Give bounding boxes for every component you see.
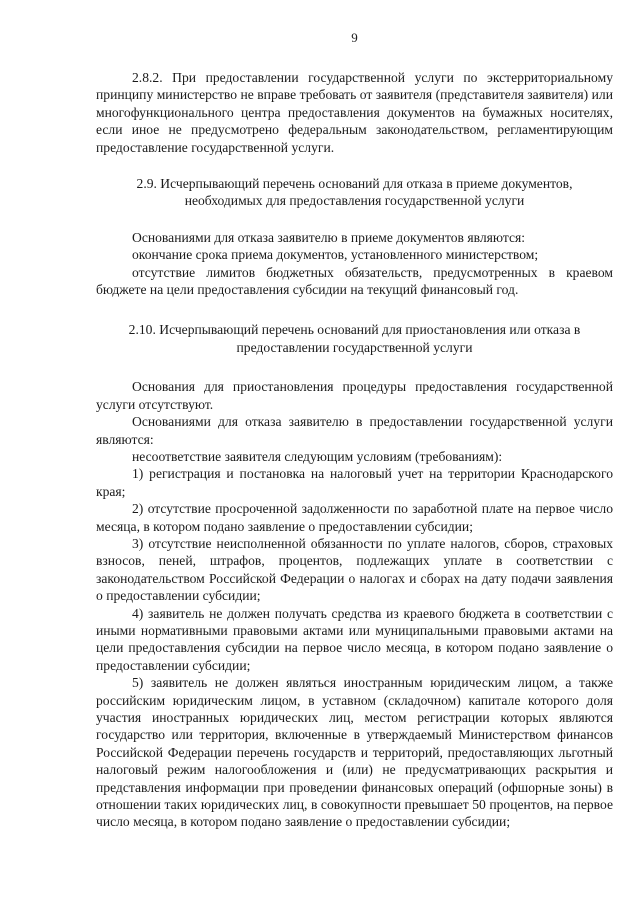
paragraph-2-9-item-2: отсутствие лимитов бюджетных обязательств, предусмотренных в краевом бюджете на цели предоставления субсидии на текущий финансовый год. bbox=[96, 264, 613, 298]
list-item-4: 4) заявитель не должен получать средства из краевого бюджета в соответствии с иными нормативными правовыми актами или муниципальными правовыми актами на цели предоставления субсидии на первое число месяца, в котором подано заявление о предоставлении субсидии; bbox=[96, 605, 613, 673]
list-item-1: 1) регистрация и постановка на налоговый учет на территории Краснодарского края; bbox=[96, 466, 613, 499]
section-heading-2-9: 2.9. Исчерпывающий перечень оснований для отказа в приеме документов, необходимых для предоставления государственной услуги bbox=[136, 176, 573, 209]
paragraph-2-10-nonconformity: несоответствие заявителя следующим условиям (требованиям): bbox=[132, 448, 503, 464]
page-number: 9 bbox=[351, 30, 358, 45]
paragraph-2-10-suspension: Основания для приостановления процедуры предоставления государственной услуги отсутствуют. bbox=[96, 379, 613, 412]
list-item-3: 3) отсутствие неисполненной обязанности по уплате налогов, сборов, страховых взносов, пеней, штрафов, процентов, подлежащих уплате в соответствии с законодательством Российской Федерации о налогах и сборах на дату подачи заявления о предоставлении субсидии; bbox=[96, 535, 613, 604]
list-item-2: 2) отсутствие просроченной задолженности по заработной плате на первое число месяца, в котором подано заявление о предоставлении субсидии; bbox=[96, 501, 613, 534]
paragraph-2-9-item-1: окончание срока приема документов, установленного министерством; bbox=[132, 247, 539, 263]
paragraph-2-10-refusal-grounds: Основаниями для отказа заявителю в предоставлении государственной услуги являются: bbox=[96, 414, 613, 447]
list-item-5: 5) заявитель не должен являться иностранным юридическим лицом, а также российским юридическим лицом, в уставном (складочном) капитале которого доля участия иностранных юридических лиц, местом регистрации которых являются государство или территория, включенные в утверждаемый Министерством финансов Российской Федерации перечень государств и территорий, предоставляющих льготный налоговый режим налогообложения и (или) не предусматривающих раскрытия и представления информации при проведении финансовых операций (офшорные зоны) в отношении таких юридических лиц, в совокупности превышает 50 процентов, на первое число месяца, в котором подано заявление о предоставлении субсидии; bbox=[96, 675, 613, 830]
section-heading-2-10: 2.10. Исчерпывающий перечень оснований для приостановления или отказа в предоставлении государственной услуги bbox=[128, 322, 581, 355]
paragraph-2-8-2: 2.8.2. При предоставлении государственной услуги по экстерриториальному принципу министерство не вправе требовать от заявителя (представителя заявителя) или многофункционального центра предоставления документов на бумажных носителях, если иное не предусмотрено федеральным законодательством, регламентирующим предоставление государственной услуги. bbox=[96, 70, 613, 155]
paragraph-2-9-intro: Основаниями для отказа заявителю в приеме документов являются: bbox=[132, 229, 526, 245]
